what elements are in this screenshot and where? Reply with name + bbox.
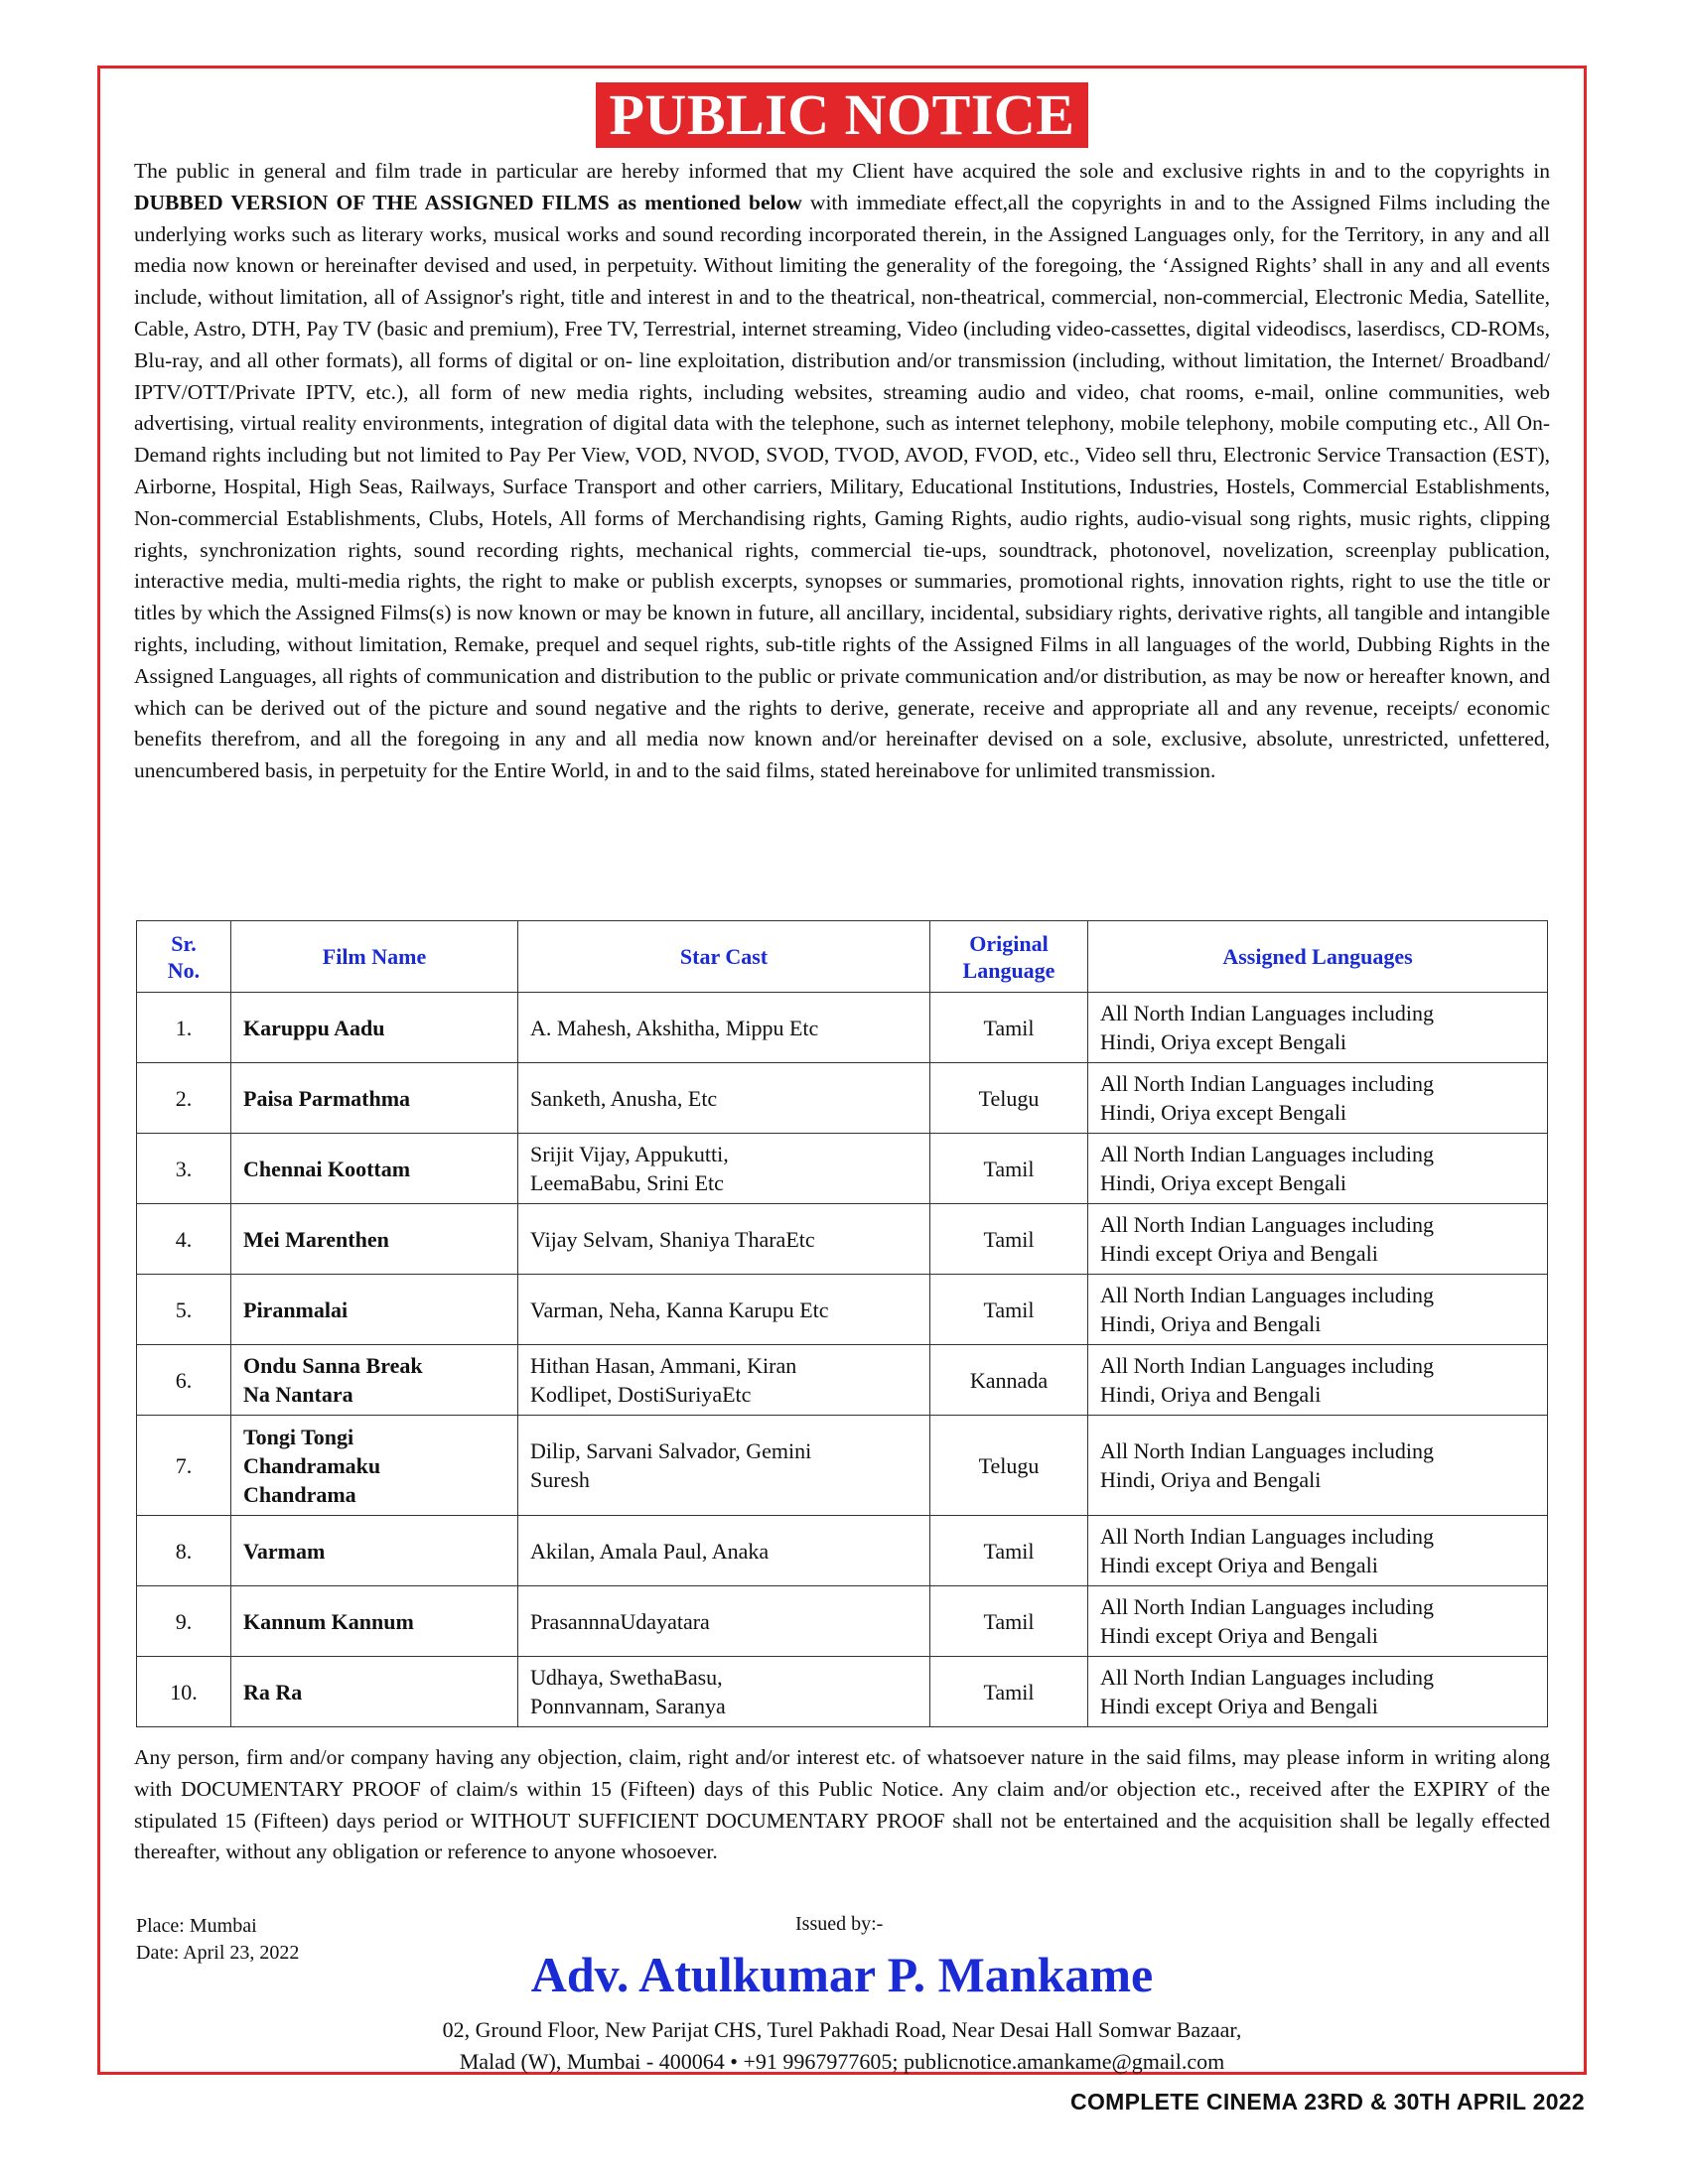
cell-film-name — [231, 993, 518, 1063]
address-line-2: Malad (W), Mumbai - 400064 • +91 9967977605; publicnotice.amankame@gmail.com — [459, 2049, 1225, 2074]
cell-star-cast-line: Sanketh, Anusha, Etc — [530, 1085, 718, 1111]
cell-original-language: Tamil — [930, 1516, 1088, 1586]
title-wrap — [100, 82, 1584, 148]
header-cast: Star Cast — [518, 921, 930, 993]
advocate-name: Adv. Atulkumar P. Mankame — [530, 1947, 1154, 2002]
outro-paragraph: Any person, firm and/or company having any objection, claim, right and/or interest etc. of whatsoever nature in the said films, may please inform in writing along with DOCUMENTARY PROOF of claim/s within 15 (Fifteen) days of this Public Notice. Any claim and/or objection etc., received after the EXPIRY of the stipulated 15 (Fifteen) days period or WITHOUT SUFFICIENT DOCUMENTARY PROOF shall not be entertained and the acquisition shall be legally effected thereafter, without any obligation or reference to anyone whosoever. — [134, 1745, 1550, 1864]
cell-film-name-line: Paisa Parmathma — [243, 1085, 411, 1111]
cell-assigned-languages — [1088, 1134, 1548, 1204]
cell-film-name — [231, 1204, 518, 1275]
cell-film-name — [231, 1516, 518, 1586]
cell-film-name-line: Varmam — [243, 1538, 326, 1564]
intro-bold-text: DUBBED VERSION OF THE ASSIGNED FILMS as mentioned below — [134, 190, 802, 214]
cell-film-name — [231, 1416, 518, 1516]
cell-sr-no: 10. — [137, 1657, 231, 1727]
cell-star-cast-line: Akilan, Amala Paul, Anaka — [530, 1538, 770, 1564]
cell-film-name-line: Chandrama — [243, 1481, 356, 1507]
cell-star-cast — [518, 1275, 930, 1345]
issued-by: Issued by:- — [795, 1913, 884, 1935]
cell-film-name-line: Karuppu Aadu — [243, 1015, 385, 1040]
intro-text-2: with immediate effect,all the copyrights in and to the Assigned Films including the underlying works such as literary works, musical works and sound recording incorporated therein, in the Assigned Languages only, for the Territory, in any and all media now known or hereinafter devised and used, in perpetuity. Without limiting the generality of the foregoing, the ‘Assigned Rights’ shall in any and all events include, without limitation, all of Assignor's right, title and interest in and to the theatrical, non-theatrical, commercial, non-commercial, Electronic Media, Satellite, Cable, Astro, DTH, Pay TV (basic and premium), Free TV, Terrestrial, internet streaming, Video (including video-cassettes, digital videodiscs, laserdiscs, CD-ROMs, Blu-ray, and all other formats), all forms of digital or on- line exploitation, distribution and/or transmission (including, without limitation, the Internet/ Broadband/ IPTV/OTT/Private IPTV, etc.), all form of new media rights, including websites, streaming audio and video, chat rooms, e-mail, online communities, web advertising, virtual reality environments, integration of digital data with the telephone, such as internet telephony, mobile telephony, mobile computing etc., All On-Demand rights including but not limited to Pay Per View, VOD, NVOD, SVOD, TVOD, AVOD, FVOD, etc., Video sell thru, Electronic Service Transaction (EST), Airborne, Hospital, High Seas, Railways, Surface Transport and other carriers, Military, Educational Institutions, Industries, Hostels, Commercial Establishments, Non-commercial Establishments, Clubs, Hotels, All forms of Merchandising rights, Gaming Rights, audio rights, audio-visual song rights, music rights, clipping rights, synchronization rights, sound recording rights, mechanical rights, commercial tie-ups, soundtrack, photonovel, novelization, screenplay publication, interactive media, multi-media rights, the right to make or publish excerpts, synopses or summaries, promotional rights, innovation rights, right to use the title or titles by which the Assigned Films(s) is now known or may be known in future, all ancillary, incidental, subsidiary rights, derivative rights, all tangible and intangible rights, including, without limitation, Remake, prequel and sequel rights, sub-title rights of the Assigned Films in all languages of the world, Dubbing Rights in the Assigned Languages, all rights of communication and distribution to the public or private communication and/or distribution, as may be now or hereafter known, and which can be derived out of the picture and sound negative and the rights to derive, generate, receive and appropriate all and any revenue, receipts/ economic benefits therefrom, and all the foregoing in any and all media now known and/or hereinafter devised on a sole, exclusive, absolute, unrestricted, unfettered, unencumbered basis, in perpetuity for the Entire World, in and to the said films, stated hereinabove for unlimited transmission. — [134, 190, 1550, 783]
cell-assigned-languages-line: All North Indian Languages including — [1100, 1438, 1435, 1463]
cell-film-name-line: Piranmalai — [243, 1297, 349, 1322]
table-header-row — [137, 921, 1548, 993]
cell-assigned-languages — [1088, 1586, 1548, 1657]
cell-sr-no: 6. — [137, 1345, 231, 1416]
cell-assigned-languages-line: Hindi except Oriya and Bengali — [1100, 1553, 1378, 1577]
cell-assigned-languages-line: All North Indian Languages including — [1100, 1142, 1435, 1166]
cell-star-cast — [518, 1063, 930, 1134]
table-row — [137, 1345, 1548, 1416]
cell-assigned-languages — [1088, 1657, 1548, 1727]
cell-star-cast — [518, 1416, 930, 1516]
header-sr-line2: No. — [167, 957, 201, 983]
cell-star-cast-line: Srijit Vijay, Appukutti, — [530, 1142, 729, 1166]
table-row — [137, 1586, 1548, 1657]
cell-assigned-languages-line: All North Indian Languages including — [1100, 1212, 1435, 1237]
header-film: Film Name — [231, 921, 518, 993]
cell-assigned-languages-line: All North Indian Languages including — [1100, 1353, 1435, 1378]
cell-star-cast-line: Hithan Hasan, Ammani, Kiran — [530, 1353, 797, 1378]
cell-sr-no: 5. — [137, 1275, 231, 1345]
table-row — [137, 1134, 1548, 1204]
cell-original-language: Kannada — [930, 1345, 1088, 1416]
cell-film-name — [231, 1586, 518, 1657]
cell-assigned-languages — [1088, 1416, 1548, 1516]
table-row — [137, 1204, 1548, 1275]
cell-sr-no: 9. — [137, 1586, 231, 1657]
cell-original-language: Tamil — [930, 1134, 1088, 1204]
cell-sr-no: 4. — [137, 1204, 231, 1275]
cell-assigned-languages-line: Hindi except Oriya and Bengali — [1100, 1623, 1378, 1648]
cell-star-cast — [518, 1204, 930, 1275]
place-text: Place: Mumbai — [136, 1915, 257, 1937]
cell-assigned-languages — [1088, 993, 1548, 1063]
cell-assigned-languages — [1088, 1345, 1548, 1416]
cell-film-name-line: Mei Marenthen — [243, 1226, 389, 1252]
cell-star-cast — [518, 1586, 930, 1657]
cell-original-language: Tamil — [930, 993, 1088, 1063]
cell-film-name — [231, 1657, 518, 1727]
cell-star-cast-line: Suresh — [530, 1467, 590, 1492]
date-text: Date: April 23, 2022 — [136, 1942, 300, 1964]
table-row — [137, 1657, 1548, 1727]
cell-assigned-languages-line: All North Indian Languages including — [1100, 1665, 1435, 1690]
cell-film-name-line: Na Nantara — [243, 1382, 353, 1407]
cell-original-language: Tamil — [930, 1204, 1088, 1275]
cell-assigned-languages-line: All North Indian Languages including — [1100, 1283, 1435, 1307]
cell-assigned-languages-line: Hindi except Oriya and Bengali — [1100, 1241, 1378, 1266]
films-table — [136, 920, 1548, 1727]
cell-sr-no: 1. — [137, 993, 231, 1063]
cell-sr-no: 7. — [137, 1416, 231, 1516]
cell-film-name — [231, 1063, 518, 1134]
header-sr — [137, 921, 231, 993]
cell-star-cast-line: PrasannnaUdayatara — [530, 1608, 710, 1634]
cell-star-cast-line: Vijay Selvam, Shaniya TharaEtc — [530, 1226, 815, 1252]
cell-film-name — [231, 1275, 518, 1345]
cell-assigned-languages-line: Hindi, Oriya and Bengali — [1100, 1382, 1322, 1407]
cell-assigned-languages-line: All North Indian Languages including — [1100, 1001, 1435, 1025]
table-row — [137, 1275, 1548, 1345]
cell-assigned-languages — [1088, 1063, 1548, 1134]
cell-film-name-line: Kannum Kannum — [243, 1608, 414, 1634]
cell-original-language: Telugu — [930, 1063, 1088, 1134]
cell-star-cast — [518, 1657, 930, 1727]
cell-assigned-languages-line: All North Indian Languages including — [1100, 1071, 1435, 1096]
cell-star-cast-line: LeemaBabu, Srini Etc — [530, 1170, 724, 1195]
table-row — [137, 1416, 1548, 1516]
cell-star-cast — [518, 1134, 930, 1204]
table-row — [137, 1063, 1548, 1134]
cell-star-cast-line: Udhaya, SwethaBasu, — [530, 1665, 723, 1690]
header-original-language — [930, 921, 1088, 993]
cell-original-language: Tamil — [930, 1275, 1088, 1345]
notice-frame — [97, 66, 1587, 2075]
cell-sr-no: 2. — [137, 1063, 231, 1134]
cell-assigned-languages-line: All North Indian Languages including — [1100, 1524, 1435, 1549]
cell-star-cast-line: Varman, Neha, Kanna Karupu Etc — [530, 1297, 829, 1322]
header-orig-line2: Language — [962, 957, 1055, 983]
cell-star-cast-line: Ponnvannam, Saranya — [530, 1694, 726, 1718]
table-row — [137, 1516, 1548, 1586]
cell-assigned-languages — [1088, 1516, 1548, 1586]
cell-assigned-languages-line: Hindi, Oriya except Bengali — [1100, 1100, 1347, 1125]
cell-sr-no: 8. — [137, 1516, 231, 1586]
cell-assigned-languages-line: All North Indian Languages including — [1100, 1594, 1435, 1619]
advocate-address — [100, 2014, 1584, 2078]
cell-star-cast — [518, 1516, 930, 1586]
cell-sr-no: 3. — [137, 1134, 231, 1204]
cell-star-cast-line: Kodlipet, DostiSuriyaEtc — [530, 1382, 752, 1407]
header-sr-line1: Sr. — [171, 930, 197, 956]
intro-paragraph — [134, 156, 1550, 787]
cell-film-name — [231, 1345, 518, 1416]
cell-film-name-line: Tongi Tongi — [243, 1424, 354, 1449]
cell-star-cast — [518, 993, 930, 1063]
table-row — [137, 993, 1548, 1063]
cell-film-name-line: Chandramaku — [243, 1452, 381, 1478]
cell-film-name — [231, 1134, 518, 1204]
cell-film-name-line: Ondu Sanna Break — [243, 1353, 423, 1378]
cell-assigned-languages-line: Hindi, Oriya except Bengali — [1100, 1170, 1347, 1195]
address-line-1: 02, Ground Floor, New Parijat CHS, Turel Pakhadi Road, Near Desai Hall Somwar Bazaar, — [442, 2017, 1242, 2042]
cell-original-language: Tamil — [930, 1657, 1088, 1727]
cell-original-language: Telugu — [930, 1416, 1088, 1516]
cell-assigned-languages-line: Hindi, Oriya and Bengali — [1100, 1311, 1322, 1336]
cell-assigned-languages — [1088, 1275, 1548, 1345]
footer-publication: COMPLETE CINEMA 23RD & 30TH APRIL 2022 — [1070, 2089, 1585, 2115]
cell-assigned-languages — [1088, 1204, 1548, 1275]
header-orig-line1: Original — [969, 930, 1049, 956]
cell-film-name-line: Chennai Koottam — [243, 1156, 411, 1181]
cell-star-cast — [518, 1345, 930, 1416]
cell-assigned-languages-line: Hindi, Oriya except Bengali — [1100, 1029, 1347, 1054]
header-assigned: Assigned Languages — [1088, 921, 1548, 993]
notice-title: PUBLIC NOTICE — [596, 82, 1089, 148]
cell-star-cast-line: A. Mahesh, Akshitha, Mippu Etc — [530, 1015, 819, 1040]
cell-assigned-languages-line: Hindi, Oriya and Bengali — [1100, 1467, 1322, 1492]
cell-film-name-line: Ra Ra — [243, 1679, 303, 1705]
cell-original-language: Tamil — [930, 1586, 1088, 1657]
cell-assigned-languages-line: Hindi except Oriya and Bengali — [1100, 1694, 1378, 1718]
intro-text-1: The public in general and film trade in particular are hereby informed that my Client have acquired the sole and exclusive rights in and to the copyrights in — [134, 159, 1550, 183]
cell-star-cast-line: Dilip, Sarvani Salvador, Gemini — [530, 1438, 812, 1463]
